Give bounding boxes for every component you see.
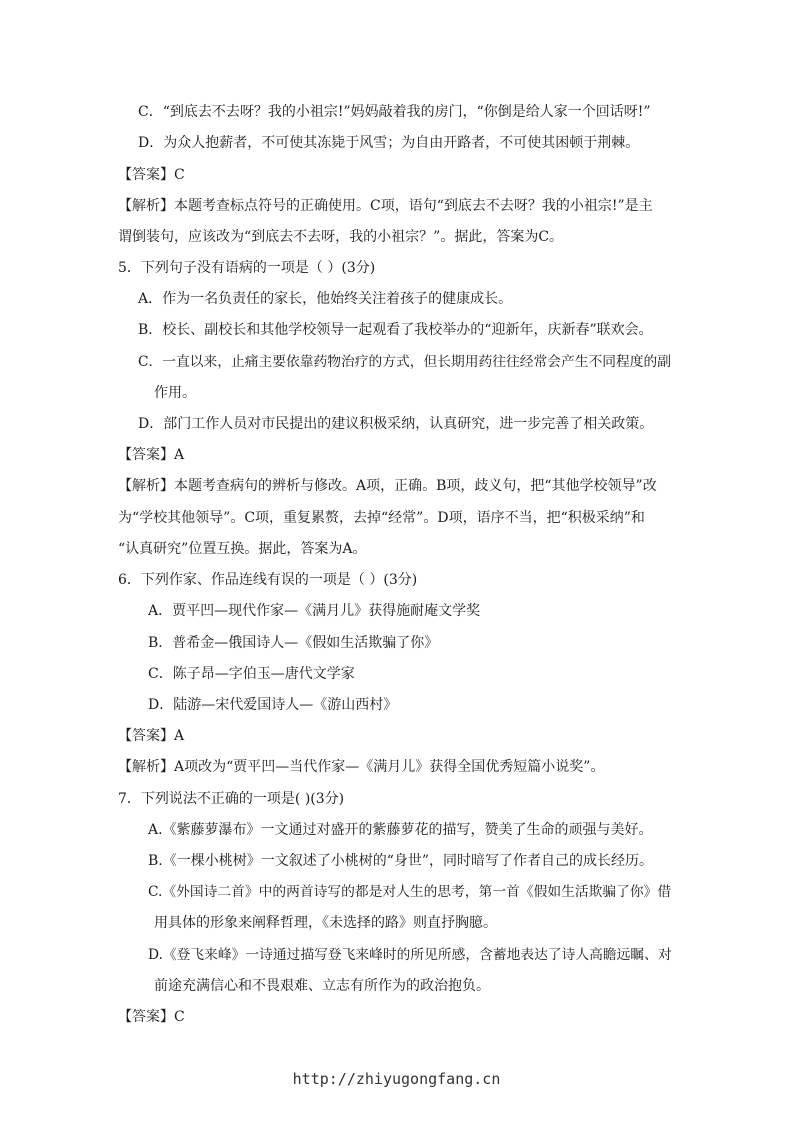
q5-answer: 【答案】A bbox=[118, 447, 185, 463]
q6-option-d: D．陆游—宋代爱国诗人—《游山西村》 bbox=[148, 697, 398, 713]
q7-option-b: B.《一棵小桃树》一文叙述了小桃树的“身世”，同时暗写了作者自己的成长经历。 bbox=[148, 853, 654, 869]
q4-answer: 【答案】C bbox=[118, 167, 185, 183]
q5-analysis-line-3: “认真研究”位置互换。据此，答案为A。 bbox=[118, 541, 367, 557]
q7-answer: 【答案】C bbox=[118, 1009, 185, 1025]
q4-option-c: C．“到底去不去呀？我的小祖宗!”妈妈敲着我的房门，“你倒是给人家一个回话呀!” bbox=[138, 104, 651, 120]
q5-option-a: A．作为一名负责任的家长，他始终关注着孩子的健康成长。 bbox=[138, 291, 513, 307]
q6-answer: 【答案】A bbox=[118, 728, 185, 744]
q5-stem: 5．下列句子没有语病的一项是（ ）(3分) bbox=[118, 260, 376, 276]
q6-analysis: 【解析】A项改为“贾平凹—当代作家—《满月儿》获得全国优秀短篇小说奖”。 bbox=[118, 759, 605, 775]
q6-option-a: A．贾平凹—现代作家—《满月儿》获得施耐庵文学奖 bbox=[148, 603, 481, 619]
q5-option-c-line-2: 作用。 bbox=[154, 385, 196, 401]
q6-stem: 6．下列作家、作品连线有误的一项是（ ）(3分) bbox=[118, 572, 418, 588]
q4-option-d: D．为众人抱薪者，不可使其冻毙于风雪；为自由开路者，不可使其困顿于荆棘。 bbox=[138, 135, 640, 151]
q7-option-a: A.《紫藤萝瀑布》一文通过对盛开的紫藤萝花的描写，赞美了生命的顽强与美好。 bbox=[148, 822, 653, 838]
q6-option-b: B．普希金—俄国诗人—《假如生活欺骗了你》 bbox=[148, 635, 439, 651]
q6-option-c: C．陈子昂—字伯玉—唐代文学家 bbox=[148, 666, 355, 682]
q7-stem: 7．下列说法不正确的一项是( )(3分) bbox=[118, 791, 345, 807]
q5-option-c-line-1: C．一直以来，止痛主要依靠药物治疗的方式，但长期用药往往经常会产生不同程度的副 bbox=[138, 354, 672, 370]
q4-analysis-line-1: 【解析】本题考查标点符号的正确使用。C项，语句“到底去不去呀？我的小祖宗!”是主 bbox=[118, 198, 653, 214]
q7-option-c-line-2: 用具体的形象来阐释哲理，《未选择的路》则直抒胸臆。 bbox=[154, 915, 497, 931]
q5-option-d: D．部门工作人员对市民提出的建议积极采纳，认真研究，进一步完善了相关政策。 bbox=[138, 416, 654, 432]
q5-analysis-line-1: 【解析】本题考查病句的辨析与修改。A项，正确。B项，歧义句，把“其他学校领导”改 bbox=[118, 478, 657, 494]
footer-url[interactable]: http://zhiyugongfang.cn bbox=[292, 1070, 501, 1088]
q7-option-d-line-2: 前途充满信心和不畏艰难、立志有所作为的政治抱负。 bbox=[154, 978, 490, 994]
q5-option-b: B．校长、副校长和其他学校领导一起观看了我校举办的“迎新年，庆新春”联欢会。 bbox=[138, 322, 653, 338]
q7-option-d-line-1: D.《登飞来峰》一诗通过描写登飞来峰时的所见所感，含蓄地表达了诗人高瞻远瞩、对 bbox=[148, 947, 672, 963]
q7-option-c-line-1: C.《外国诗二首》中的两首诗写的都是对人生的思考，第一首《假如生活欺骗了你》借 bbox=[148, 884, 672, 900]
q4-analysis-line-2: 谓倒装句，应该改为“到底去不去呀，我的小祖宗？”。据此，答案为C。 bbox=[118, 229, 564, 245]
q5-analysis-line-2: 为“学校其他领导”。C项，重复累赘，去掉“经常”。D项，语序不当，把“积极采纳”和 bbox=[118, 510, 645, 526]
